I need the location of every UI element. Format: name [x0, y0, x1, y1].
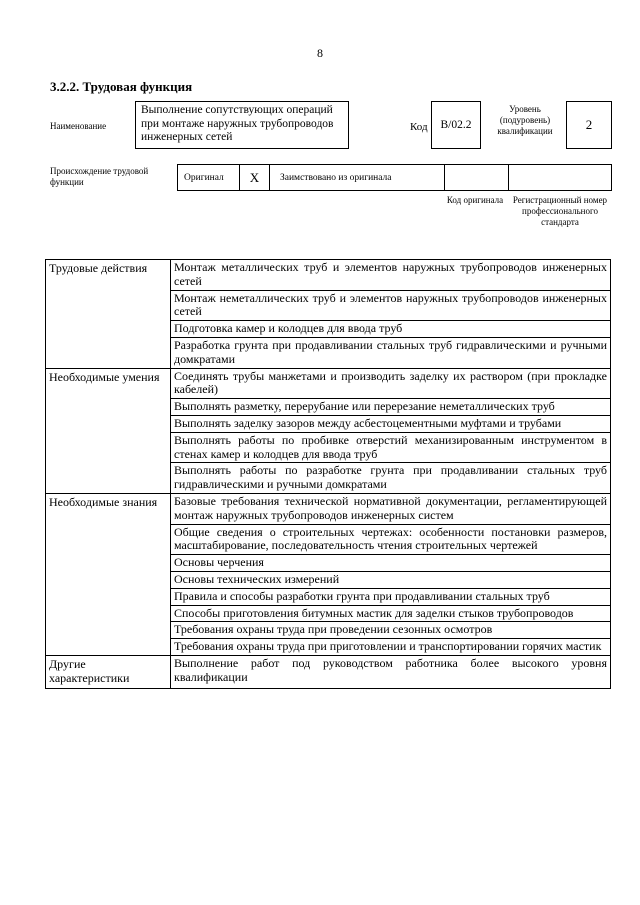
table-row — [46, 260, 611, 291]
table-item: Выполнять работы по пробивке отверстий механизированным инструментом в стенах камер и колодцев для ввода труб — [171, 432, 611, 463]
table-category: Необходимые умения — [46, 368, 171, 493]
level-label: Уровень (подуровень) квалификации — [497, 104, 553, 136]
table-item: Соединять трубы манжетами и производить заделку их раствором (при прокладке кабелей) — [171, 368, 611, 399]
table-item: Требования охраны труда при приготовлении и транспортировании горячих мастик — [171, 639, 611, 656]
table-category: Другие характеристики — [46, 655, 171, 688]
table-item: Способы приготовления битумных мастик для заделки стыков трубопроводов — [171, 605, 611, 622]
table-item: Выполнение работ под руководством работника более высокого уровня квалификации — [171, 655, 611, 688]
function-table — [45, 259, 611, 689]
table-item: Монтаж металлических труб и элементов наружных трубопроводов инженерных сетей — [171, 260, 611, 291]
code-original-label: Код оригинала — [446, 195, 504, 205]
table-item: Правила и способы разработки грунта при продавливании стальных труб — [171, 588, 611, 605]
table-item: Выполнять работы по разработке грунта при продавливании стальных труб гидравлическими и ручными домкратами — [171, 463, 611, 494]
table-item: Монтаж неметаллических труб и элементов наружных трубопроводов инженерных сетей — [171, 290, 611, 321]
reg-number-label: Регистрационный номер профессионального стандарта — [512, 195, 608, 227]
table-item: Подготовка камер и колодцев для ввода труб — [171, 321, 611, 338]
table-item: Базовые требования технической нормативной документации, регламентирующей монтаж наружных трубопроводов инженерных систем — [171, 493, 611, 524]
code-label: Код — [410, 121, 428, 133]
table-row — [46, 655, 611, 688]
table-category: Необходимые знания — [46, 493, 171, 655]
table-item: Общие сведения о строительных чертежах: особенности постановки размеров, масштабирование, последовательность чтения строительных чертежей — [171, 524, 611, 555]
table-item: Разработка грунта при продавливании стальных труб гидравлическими и ручными домкратами — [171, 337, 611, 368]
function-code: B/02.2 — [431, 101, 481, 149]
table-item: Выполнять заделку зазоров между асбестоцементными муфтами и трубами — [171, 415, 611, 432]
table-category: Трудовые действия — [46, 260, 171, 369]
function-name: Выполнение сопутствующих операций при монтаже наружных трубопроводов инженерных сетей — [135, 101, 349, 149]
table-item: Выполнять разметку, перерубание или перерезание неметаллических труб — [171, 399, 611, 416]
table-item: Основы технических измерений — [171, 571, 611, 588]
name-label: Наименование — [50, 121, 107, 131]
table-row — [46, 493, 611, 524]
origin-original-label: Оригинал — [178, 165, 240, 190]
qualification-level: 2 — [566, 101, 612, 149]
table-item: Требования охраны труда при проведении сезонных осмотров — [171, 622, 611, 639]
origin-row — [177, 164, 612, 191]
table-row — [46, 368, 611, 399]
section-title: 3.2.2. Трудовая функция — [50, 79, 193, 94]
table-item: Основы черчения — [171, 555, 611, 572]
origin-mark: X — [240, 165, 270, 190]
origin-code-cell — [445, 165, 509, 190]
origin-reg-cell — [509, 165, 611, 190]
origin-borrowed-label: Заимствовано из оригинала — [270, 165, 445, 190]
page-number: 8 — [317, 46, 323, 60]
origin-label: Происхождение трудовой функции — [50, 166, 149, 187]
